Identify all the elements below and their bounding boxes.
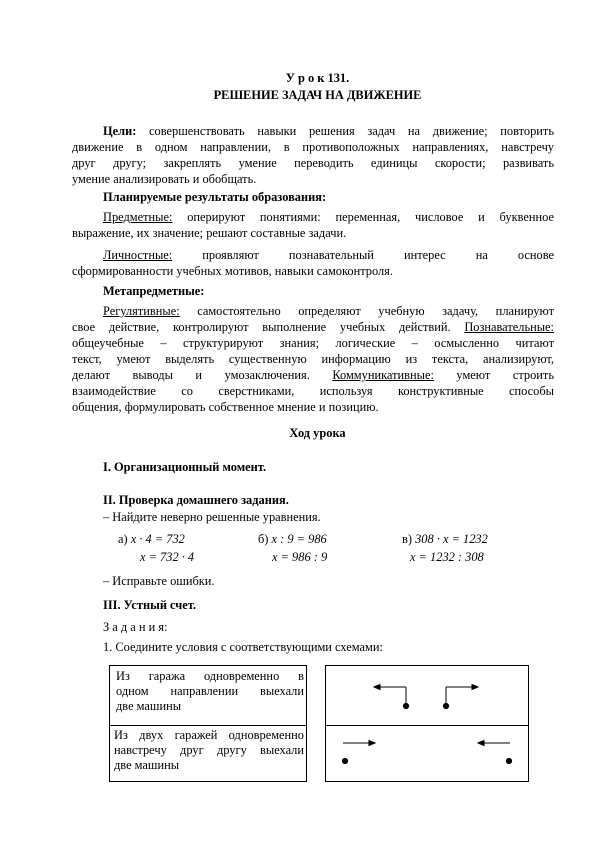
regulative-line-7: общения, формулировать собственное мнение и позицию. (72, 400, 379, 414)
solution-a: x = 732 · 4 (140, 550, 195, 564)
section-2-task: – Найдите неверно решенные уравнения. (103, 510, 321, 524)
solution-b: x = 986 : 9 (272, 550, 328, 564)
equation-text: x · 4 = 732 (130, 532, 185, 546)
goals-label: Цели: (103, 124, 137, 138)
condition-line: две машины (114, 758, 180, 772)
task-1: 1. Соедините условия с соответствующими схемами: (103, 640, 383, 654)
condition-line: две машины (116, 699, 182, 713)
personal-label: Личностные: (103, 248, 173, 262)
regulative-text: умеют строить (456, 368, 554, 382)
equation-text: x : 9 = 986 (271, 532, 327, 546)
communicative-label: Коммуникативные: (332, 368, 434, 382)
condition-line: Из двух гаражей одновременно (114, 728, 304, 742)
equation-label: а) (118, 532, 128, 546)
personal-line-1 (103, 248, 554, 263)
cognitive-label: Познавательные: (464, 320, 554, 334)
equation-label: в) (402, 532, 412, 546)
condition-line: Из гаража одновременно в (116, 669, 304, 683)
lesson-number: У р о к 131. (285, 71, 350, 85)
scheme-opposite-directions[interactable] (325, 665, 529, 725)
meta-heading: Метапредметные: (103, 284, 205, 298)
regulative-line-1 (103, 304, 554, 319)
equation-label: б) (258, 532, 269, 546)
condition-1-text (116, 669, 304, 714)
tasks-label: З а д а н и я: (103, 620, 168, 634)
regulative-line-2 (72, 320, 554, 335)
condition-2-text (114, 728, 304, 773)
condition-line: одном направлении выехали (116, 684, 304, 698)
subject-line-1 (103, 210, 554, 225)
personal-word: интерес (403, 248, 446, 262)
equation-a (118, 532, 185, 547)
personal-word: познавательный (288, 248, 374, 262)
section-1-heading: I. Организационный момент. (103, 460, 267, 474)
regulative-line-6: взаимодействие со сверстниками, используя конструктивные способы (72, 384, 554, 398)
regulative-text: самостоятельно определяют учебную задачу, планируют (197, 304, 554, 318)
scheme-toward-each-other[interactable] (325, 725, 529, 782)
goals-line-1 (103, 124, 554, 139)
section-3-heading: III. Устный счет. (103, 598, 197, 612)
planned-heading: Планируемые результаты образования: (103, 190, 327, 204)
equation-b (258, 532, 327, 547)
goals-text: совершенствовать навыки решения задач на движение; повторить (149, 124, 554, 138)
regulative-text: свое действие, контролируют выполнение учебных действий. (72, 320, 451, 334)
equation-c (402, 532, 488, 547)
subject-line-2: выражение, их значение; решают составные задачи. (72, 226, 347, 240)
regulative-text: делают выводы и умозаключения. (72, 368, 310, 382)
regulative-line-5 (72, 368, 554, 383)
regulative-line-3: общеучебные – структурируют знания; логические – осмысленно читают (72, 336, 554, 350)
regulative-line-4: текст, умеют выделять существенную информацию из текста, анализируют, (72, 352, 554, 366)
solution-c: x = 1232 : 308 (410, 550, 484, 564)
goals-line-2: движение в одном направлении, в противоположных направлениях, навстречу (72, 140, 554, 154)
subject-label: Предметные: (103, 210, 173, 224)
goals-line-4: умение анализировать и обобщать. (72, 172, 257, 186)
subject-text: оперируют понятиями: переменная, числовое и буквенное (187, 210, 554, 224)
personal-word: проявляют (202, 248, 259, 262)
personal-line-2: сформированности учебных мотивов, навыки самоконтроля. (72, 264, 393, 278)
section-2-heading: II. Проверка домашнего задания. (103, 493, 289, 507)
lesson-title: РЕШЕНИЕ ЗАДАЧ НА ДВИЖЕНИЕ (213, 88, 422, 102)
equation-text: 308 · x = 1232 (415, 532, 488, 546)
condition-line: навстречу друг другу выехали (114, 743, 304, 757)
personal-word: основе (517, 248, 555, 262)
section-2-fix: – Исправьте ошибки. (103, 574, 215, 588)
personal-word: на (475, 248, 488, 262)
goals-line-3: друг другу; закреплять умение переводить единицы скорости; развивать (72, 156, 554, 170)
regulative-label: Регулятивные: (103, 304, 180, 318)
course-heading: Ход урока (289, 426, 346, 440)
